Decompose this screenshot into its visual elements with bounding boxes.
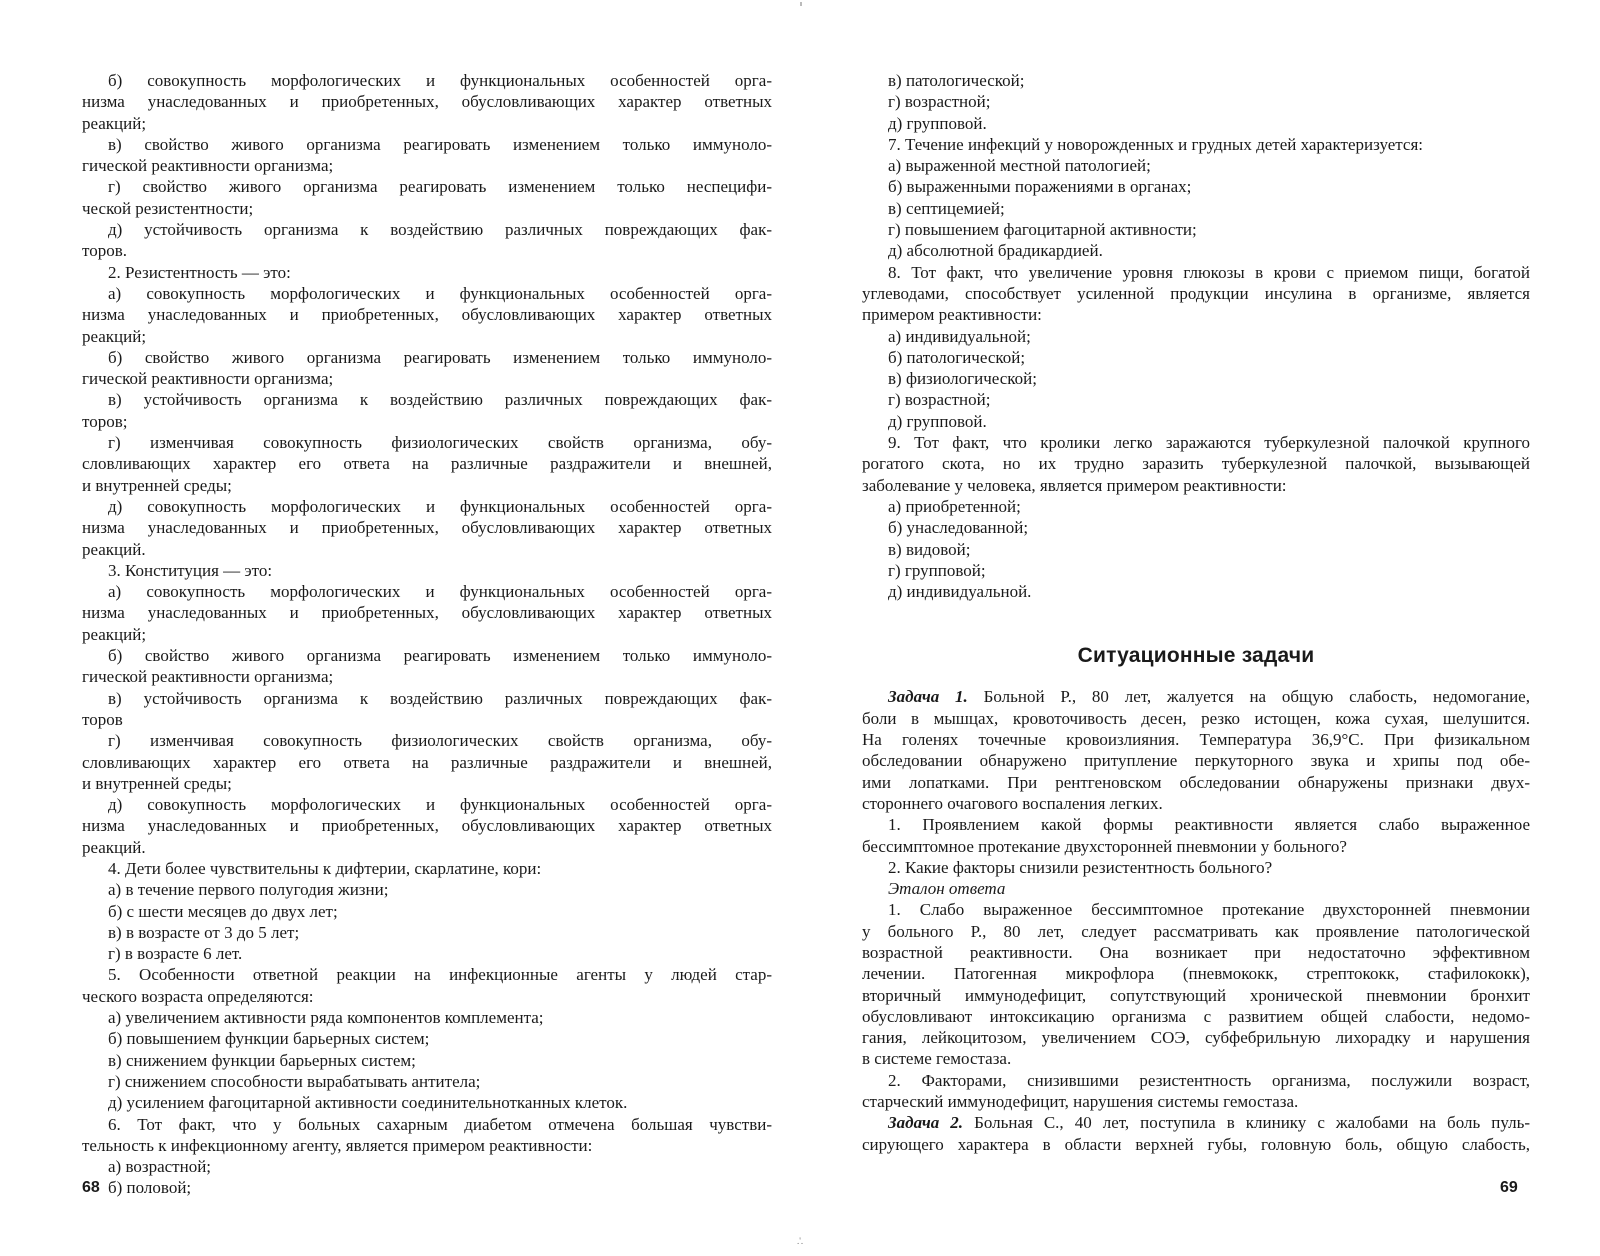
text-line: в) патологической;	[888, 71, 1025, 90]
text-line: гания, лейкоцитозом, увеличением СОЭ, субфебрильную лихорадку и нарушения	[862, 1028, 1530, 1048]
text-line: г) снижением способности вырабатывать антитела;	[108, 1071, 481, 1091]
text-line: в) устойчивость организма к воздействию различных повреждающих фак-	[108, 390, 772, 410]
text-line: б) патологической;	[888, 347, 1026, 367]
text-line: в системе гемостаза.	[862, 1049, 1012, 1069]
text-line: возрастной реактивности. Она возникает при недостаточно эффективном	[862, 942, 1530, 962]
text-line: ческого возраста определяются:	[82, 986, 314, 1006]
task-1	[862, 686, 1530, 1155]
text-line: д) групповой.	[888, 411, 987, 431]
task-2-label: Задача 2.	[888, 1113, 964, 1133]
text-line: г) повышением фагоцитарной активности;	[888, 220, 1197, 240]
text-line: г) изменчивая совокупность физиологических свойств организма, обу-	[108, 731, 772, 751]
text-line: обследовании обнаружено притупление перкуторного звука и хрипы под обе-	[862, 751, 1530, 771]
text-line: а) совокупность морфологических и функциональных особенностей орга-	[108, 283, 772, 303]
text-line: в) септицемией;	[888, 198, 1005, 218]
text-line: гической реактивности организма;	[82, 667, 334, 687]
text-line: торов;	[82, 411, 128, 431]
text-line: торов.	[82, 241, 127, 261]
text-line: вторичный иммунодефицит, сопутствующий хронической пневмонии бронхит	[862, 985, 1530, 1005]
text-line: словливающих характер его ответа на различные раздражители и внешней,	[82, 454, 772, 474]
text-line: в) свойство живого организма реагировать изменением только иммуноло-	[108, 134, 772, 154]
text-line: примером реактивности:	[862, 305, 1042, 325]
text-line: в) физиологической;	[888, 369, 1037, 389]
text-line: 2. Факторами, снизившими резистентность организма, послужили возраст,	[888, 1070, 1530, 1090]
text-line: реакций;	[82, 326, 147, 346]
text-line: реакций;	[82, 113, 147, 133]
text-line: лечении. Патогенная микрофлора (пневмококк, стрептококк, стафилококк),	[862, 964, 1530, 984]
text-line: а) в течение первого полугодия жизни;	[108, 880, 389, 900]
text-line: углеводами, способствует усиленной продукции инсулина в организме, является	[862, 283, 1530, 303]
text-line: б) свойство живого организма реагировать изменением только иммуноло-	[108, 347, 772, 367]
text-line: низма унаследованных и приобретенных, обусловливающих характер ответных	[82, 92, 772, 112]
text-line: а) приобретенной;	[888, 496, 1021, 516]
text-line: тельность к инфекционному агенту, является примером реактивности:	[82, 1135, 593, 1155]
text-line: 5. Особенности ответной реакции на инфекционные агенты у людей стар-	[108, 965, 772, 985]
text-line: заболевание у человека, является примером реактивности:	[862, 475, 1287, 495]
right-page-questions	[862, 70, 1530, 602]
text-line: стороннего очагового воспаления легких.	[862, 793, 1163, 813]
gutter-mark: .'.	[797, 1236, 804, 1246]
text-line: д) групповой.	[888, 113, 987, 133]
text-line: 1. Слабо выраженное бессимптомное протекание двухсторонней пневмонии	[888, 900, 1530, 920]
text-line: а) возрастной;	[108, 1157, 212, 1177]
text-line: низма унаследованных и приобретенных, обусловливающих характер ответных	[82, 816, 772, 836]
text-line: 2. Резистентность — это:	[108, 262, 291, 282]
text-line: 7. Течение инфекций у новорожденных и грудных детей характеризуется:	[888, 134, 1423, 154]
text-line: словливающих характер его ответа на различные раздражители и внешней,	[82, 752, 772, 772]
binding-mark	[800, 2, 802, 6]
task-2-first-line	[862, 1112, 1530, 1133]
task-1-body	[862, 708, 1530, 878]
task-2-body	[862, 1134, 1530, 1155]
text-line: низма унаследованных и приобретенных, обусловливающих характер ответных	[82, 518, 772, 538]
right-page	[862, 70, 1530, 1155]
text-line: 9. Тот факт, что кролики легко заражаются туберкулезной палочкой крупного	[888, 433, 1530, 453]
text-line: б) выраженными поражениями в органах;	[888, 177, 1192, 197]
text-line: и внутренней среды;	[82, 773, 232, 793]
text-line: 2. Какие факторы снизили резистентность больного?	[888, 857, 1273, 877]
text-line: д) устойчивость организма к воздействию различных повреждающих фак-	[108, 220, 772, 240]
page-number-right: 69	[1500, 1179, 1518, 1196]
text-line: б) совокупность морфологических и функциональных особенностей орга-	[108, 71, 772, 90]
answer-label: Эталон ответа	[888, 879, 1006, 899]
text-line: гической реактивности организма;	[82, 156, 334, 176]
text-line: в) видовой;	[888, 539, 971, 559]
text-line: б) повышением функции барьерных систем;	[108, 1029, 430, 1049]
text-line: б) половой;	[108, 1178, 192, 1198]
task-1-text: Больной Р., 80 лет, жалуется на общую слабость, недомогание,	[967, 687, 1530, 707]
text-line: б) свойство живого организма реагировать изменением только иммуноло-	[108, 646, 772, 666]
text-line: 4. Дети более чувствительны к дифтерии, скарлатине, кори:	[108, 858, 542, 878]
text-line: а) совокупность морфологических и функциональных особенностей орга-	[108, 582, 772, 602]
text-line: реакций;	[82, 624, 147, 644]
text-line: старческий иммунодефицит, нарушения системы гемостаза.	[862, 1092, 1299, 1112]
text-line: а) индивидуальной;	[888, 326, 1031, 346]
text-line: торов	[82, 709, 123, 729]
text-line: боли в мышцах, кровоточивость десен, резко истощен, кожа сухая, шелушится.	[862, 708, 1530, 728]
text-line: 3. Конституция — это:	[108, 560, 273, 580]
text-line: низма унаследованных и приобретенных, обусловливающих характер ответных	[82, 603, 772, 623]
text-line: б) унаследованной;	[888, 518, 1029, 538]
text-line: д) совокупность морфологических и функциональных особенностей орга-	[108, 496, 772, 516]
text-line: ческой резистентности;	[82, 198, 254, 218]
text-line: гической реактивности организма;	[82, 369, 334, 389]
text-line: г) возрастной;	[888, 390, 991, 410]
text-line: в) в возрасте от 3 до 5 лет;	[108, 922, 300, 942]
task-2-text: Больная С., 40 лет, поступила в клинику с жалобами на боль пуль-	[963, 1113, 1530, 1133]
text-line: г) изменчивая совокупность физиологических свойств организма, обу-	[108, 433, 772, 453]
page-number-left: 68	[82, 1179, 100, 1196]
text-line: а) выраженной местной патологией;	[888, 156, 1151, 176]
section-heading: Ситуационные задачи	[1077, 644, 1315, 668]
text-line: бессимптомное протекание двухсторонней пневмонии у больного?	[862, 836, 1347, 856]
text-line: 6. Тот факт, что у больных сахарным диабетом отмечена большая чувстви-	[108, 1114, 772, 1134]
answer-body	[862, 899, 1530, 1112]
text-line: 8. Тот факт, что увеличение уровня глюкозы в крови с приемом пищи, богатой	[888, 262, 1530, 282]
text-line: обусловливают интоксикацию организма с развитием общей слабости, недомо-	[862, 1006, 1530, 1026]
text-line: сирующего характера в области верхней губы, головную боль, общую слабость,	[862, 1134, 1530, 1154]
left-page	[82, 70, 772, 1199]
task-1-label: Задача 1.	[888, 687, 968, 707]
text-line: реакций.	[82, 539, 146, 559]
text-line: г) в возрасте 6 лет.	[108, 944, 243, 964]
task-1-first-line	[862, 686, 1530, 707]
text-line: д) абсолютной брадикардией.	[888, 241, 1103, 261]
text-line: На голенях точечные кровоизлияния. Температура 36,9°С. При физикальном	[862, 730, 1530, 750]
left-page-text	[82, 70, 772, 1199]
text-line: рогатого скота, но их трудно заразить туберкулезной палочкой, вызывающей	[862, 454, 1530, 474]
text-line: реакций.	[82, 837, 146, 857]
text-line: б) с шести месяцев до двух лет;	[108, 901, 338, 921]
text-line: г) возрастной;	[888, 92, 991, 112]
text-line: г) групповой;	[888, 560, 986, 580]
text-line: д) индивидуальной.	[888, 582, 1032, 602]
text-line: в) устойчивость организма к воздействию различных повреждающих фак-	[108, 688, 772, 708]
text-line: ими лопатками. При рентгеновском обследовании обнаружены признаки двух-	[862, 772, 1530, 792]
text-line: д) усилением фагоцитарной активности соединительнотканных клеток.	[108, 1093, 628, 1113]
text-line: у больного Р., 80 лет, следует рассматривать как проявление патологической	[862, 921, 1530, 941]
text-line: и внутренней среды;	[82, 475, 232, 495]
text-line: в) снижением функции барьерных систем;	[108, 1050, 416, 1070]
text-line: д) совокупность морфологических и функциональных особенностей орга-	[108, 795, 772, 815]
text-line: г) свойство живого организма реагировать изменением только неспецифи-	[108, 177, 772, 197]
text-line: низма унаследованных и приобретенных, обусловливающих характер ответных	[82, 305, 772, 325]
text-line: 1. Проявлением какой формы реактивности является слабо выраженное	[888, 815, 1530, 835]
text-line: а) увеличением активности ряда компонентов комплемента;	[108, 1008, 544, 1028]
